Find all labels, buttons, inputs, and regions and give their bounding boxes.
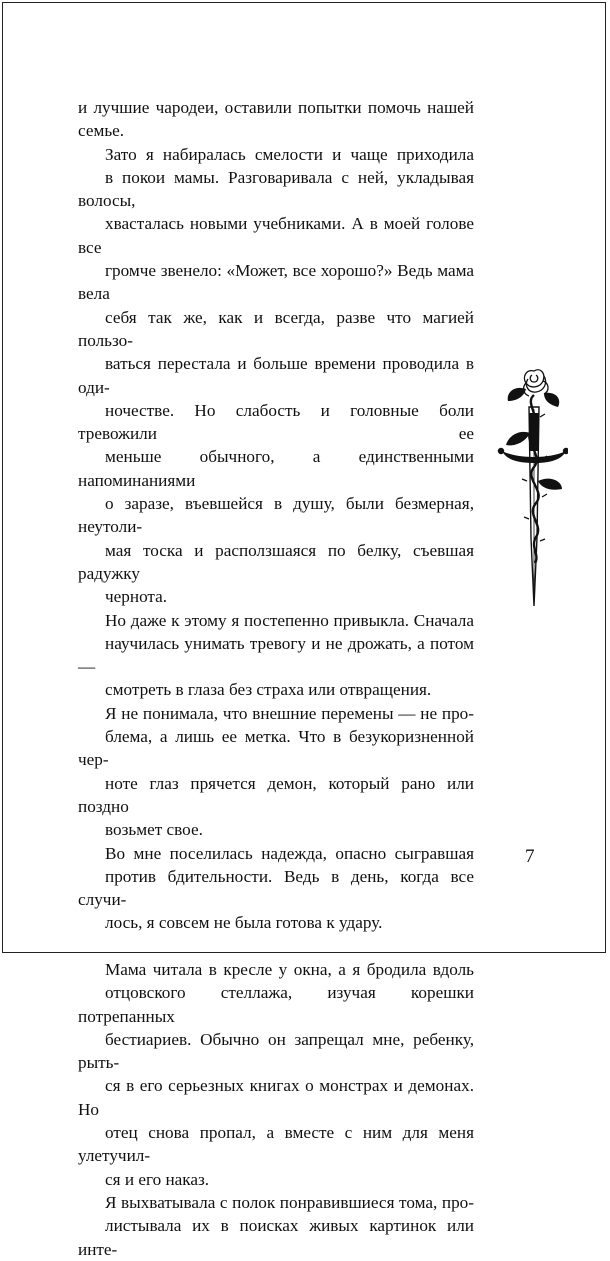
book-page bbox=[2, 2, 606, 1259]
text-line: себя так же, как и всегда, разве что магией пользо- bbox=[78, 307, 474, 350]
text-line: ноте глаз прячется демон, который рано или поздно bbox=[78, 773, 474, 816]
paragraph bbox=[78, 1191, 474, 1261]
text-line: блема, а лишь ее метка. Что в безукоризненной чер- bbox=[78, 727, 474, 770]
text-line: научилась унимать тревогу и не дрожать, а потом — bbox=[78, 633, 474, 677]
text-line: в покои мамы. Разговаривала с ней, укладывая волосы, bbox=[78, 167, 474, 211]
text-line: листывала их в поисках живых картинок или инте- bbox=[78, 1216, 474, 1259]
text-line: ночестве. Но слабость и головные боли тревожили ее bbox=[78, 400, 474, 444]
text-line: отец снова пропал, а вместе с ним для меня улетучил- bbox=[78, 1123, 474, 1166]
text-line: ся и его наказ. bbox=[105, 1169, 210, 1189]
text-line: ся в его серьезных книгах о монстрах и демонах. Но bbox=[78, 1076, 474, 1119]
text-line: возьмет свое. bbox=[105, 820, 203, 840]
text-line: Мама читала в кресле у окна, а я бродила вдоль bbox=[105, 959, 474, 979]
text-line: против бдительности. Ведь в день, когда все случи- bbox=[78, 866, 474, 910]
paragraph bbox=[78, 702, 474, 842]
text-line: Я не понимала, что внешние перемены — не про- bbox=[105, 703, 474, 723]
paragraph bbox=[78, 143, 474, 609]
text-line: бестиариев. Обычно он запрещал мне, ребенку, рыть- bbox=[78, 1029, 474, 1073]
text-line: Во мне поселилась надежда, опасно сыгравшая bbox=[105, 843, 474, 863]
text-line: лось, я совсем не была готова к удару. bbox=[105, 913, 383, 933]
section-break bbox=[78, 935, 474, 958]
text-line: хвасталась новыми учебниками. А в моей голове все bbox=[78, 214, 474, 257]
text-line: семье. bbox=[78, 121, 125, 141]
text-line: и лучшие чародеи, оставили попытки помочь нашей bbox=[78, 98, 474, 117]
text-line: Зато я набиралась смелости и чаще приходила bbox=[105, 144, 474, 164]
dagger-rose-icon bbox=[496, 363, 568, 608]
text-line: меньше обычного, а единственными напоминаниями bbox=[78, 447, 474, 490]
text-line: смотреть в глаза без страха или отвращения. bbox=[105, 680, 432, 700]
text-line: громче звенело: «Может, все хорошо?» Ведь мама вела bbox=[78, 261, 474, 304]
text-line: отцовского стеллажа, изучая корешки потрепанных bbox=[78, 983, 474, 1026]
paragraph bbox=[78, 609, 474, 702]
text-line: Но даже к этому я постепенно привыкла. Сначала bbox=[105, 610, 474, 630]
paragraph bbox=[78, 842, 474, 935]
body-text bbox=[78, 96, 474, 1261]
page-number: 7 bbox=[525, 846, 535, 867]
text-line: о заразе, въевшейся в душу, были безмерная, неутоли- bbox=[78, 494, 474, 537]
paragraph bbox=[78, 958, 474, 1191]
paragraph bbox=[78, 96, 474, 143]
text-line: мая тоска и расползшаяся по белку, съевшая радужку bbox=[78, 540, 474, 583]
text-line: чернота. bbox=[105, 587, 168, 607]
text-line: ваться перестала и больше времени проводила в оди- bbox=[78, 354, 474, 397]
text-line: Я выхватывала с полок понравившиеся тома, про- bbox=[105, 1192, 474, 1212]
